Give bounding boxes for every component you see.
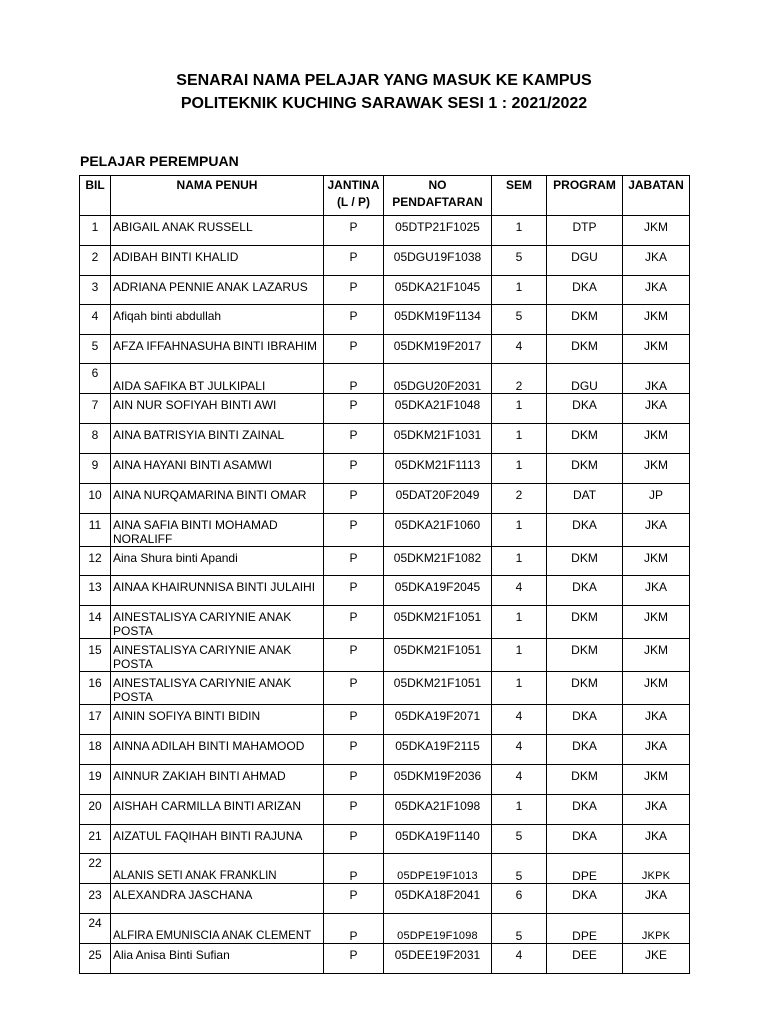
cell-jantina: P [324,246,384,276]
cell-program: DKA [547,884,623,914]
col-header-jantina-line-1: JANTINA [327,178,380,192]
cell-nama: AIZATUL FAQIHAH BINTI RAJUNA [111,825,324,854]
cell-no: 05DKA21F1048 [384,394,492,424]
cell-program: DKM [547,424,623,454]
cell-no: 05DTP21F1025 [384,216,492,246]
cell-sem: 4 [492,335,547,364]
table-row [80,454,690,484]
cell-jabatan: JKE [623,944,690,974]
cell-sem: 4 [492,944,547,974]
cell-nama: AFZA IFFAHNASUHA BINTI IBRAHIM [111,335,324,364]
table-row [80,424,690,454]
table-row [80,364,690,394]
cell-no: 05DKM21F1051 [384,672,492,705]
cell-no: 05DKM21F1031 [384,424,492,454]
cell-program: DEE [547,944,623,974]
cell-jantina: P [324,705,384,735]
cell-jabatan: JKA [623,576,690,606]
cell-jantina: P [324,854,384,884]
cell-program: DKM [547,765,623,795]
cell-sem: 2 [492,364,547,394]
col-header-bil: BIL [80,176,111,216]
cell-nama: AINA HAYANI BINTI ASAMWI [111,454,324,484]
cell-jabatan: JKA [623,735,690,765]
table-row [80,305,690,335]
cell-program: DKM [547,454,623,484]
cell-program: DGU [547,364,623,394]
cell-jabatan: JP [623,484,690,514]
cell-sem: 1 [492,795,547,825]
cell-no: 05DKA18F2041 [384,884,492,914]
cell-jantina: P [324,944,384,974]
cell-no: 05DKA19F2045 [384,576,492,606]
cell-jantina: P [324,576,384,606]
cell-bil: 8 [80,424,111,454]
cell-nama: ADIBAH BINTI KHALID [111,246,324,276]
cell-bil: 14 [80,606,111,639]
cell-nama: AINA BATRISYIA BINTI ZAINAL [111,424,324,454]
cell-jantina: P [324,672,384,705]
cell-jantina: P [324,547,384,576]
cell-program: DTP [547,216,623,246]
cell-nama: Afiqah binti abdullah [111,305,324,335]
table-row [80,216,690,246]
table-row [80,606,690,639]
cell-no: 05DKM21F1051 [384,606,492,639]
cell-jantina: P [324,454,384,484]
cell-bil: 18 [80,735,111,765]
cell-nama: AINAA KHAIRUNNISA BINTI JULAIHI [111,576,324,606]
cell-nama: AISHAH CARMILLA BINTI ARIZAN [111,795,324,825]
cell-nama: AINESTALISYA CARIYNIE ANAK POSTA [111,606,324,639]
table-row [80,514,690,547]
cell-bil: 10 [80,484,111,514]
cell-nama: Alia Anisa Binti Sufian [111,944,324,974]
cell-sem: 1 [492,394,547,424]
cell-jabatan: JKA [623,825,690,854]
cell-jabatan: JKM [623,606,690,639]
student-table [79,175,690,974]
cell-jabatan: JKM [623,454,690,484]
table-row [80,884,690,914]
cell-sem: 5 [492,825,547,854]
cell-jantina: P [324,914,384,944]
cell-bil: 24 [80,914,111,944]
cell-nama: AINESTALISYA CARIYNIE ANAK POSTA [111,639,324,672]
cell-jabatan: JKPK [623,914,690,944]
cell-sem: 1 [492,672,547,705]
cell-sem: 5 [492,854,547,884]
cell-sem: 5 [492,246,547,276]
cell-sem: 1 [492,454,547,484]
cell-no: 05DKM19F2017 [384,335,492,364]
cell-jabatan: JKA [623,246,690,276]
table-row [80,484,690,514]
cell-program: DKA [547,795,623,825]
cell-sem: 5 [492,305,547,335]
cell-sem: 1 [492,276,547,305]
cell-jabatan: JKA [623,514,690,547]
cell-jabatan: JKM [623,335,690,364]
cell-no: 05DKA21F1045 [384,276,492,305]
table-row [80,765,690,795]
cell-nama: ALEXANDRA JASCHANA [111,884,324,914]
cell-bil: 9 [80,454,111,484]
cell-bil: 17 [80,705,111,735]
cell-jantina: P [324,825,384,854]
cell-jabatan: JKM [623,216,690,246]
cell-jabatan: JKM [623,765,690,795]
cell-jantina: P [324,424,384,454]
cell-jabatan: JKA [623,795,690,825]
cell-program: DKA [547,276,623,305]
cell-jabatan: JKM [623,672,690,705]
cell-jantina: P [324,735,384,765]
col-header-nama: NAMA PENUH [111,176,324,216]
cell-program: DKA [547,705,623,735]
cell-sem: 5 [492,914,547,944]
col-header-program: PROGRAM [547,176,623,216]
cell-jabatan: JKM [623,547,690,576]
cell-sem: 1 [492,606,547,639]
cell-jantina: P [324,276,384,305]
cell-jabatan: JKA [623,884,690,914]
table-row [80,735,690,765]
cell-bil: 5 [80,335,111,364]
cell-no: 05DGU20F2031 [384,364,492,394]
cell-nama: Aina Shura binti Apandi [111,547,324,576]
table-row [80,639,690,672]
cell-no: 05DKM19F2036 [384,765,492,795]
table-header-row [80,176,690,216]
cell-sem: 2 [492,484,547,514]
cell-nama: ALANIS SETI ANAK FRANKLIN [111,854,324,884]
table-row [80,276,690,305]
cell-no: 05DKM21F1051 [384,639,492,672]
document-title-line-2: POLITEKNIK KUCHING SARAWAK SESI 1 : 2021/2022 [180,95,588,112]
table-row [80,335,690,364]
cell-program: DKM [547,639,623,672]
col-header-jabatan: JABATAN [623,176,690,216]
cell-jantina: P [324,514,384,547]
cell-nama: AIDA SAFIKA BT JULKIPALI [111,364,324,394]
cell-jabatan: JKM [623,639,690,672]
cell-bil: 20 [80,795,111,825]
cell-jantina: P [324,394,384,424]
table-row [80,795,690,825]
cell-no: 05DKA21F1098 [384,795,492,825]
cell-bil: 7 [80,394,111,424]
cell-nama: AINA NURQAMARINA BINTI OMAR [111,484,324,514]
cell-bil: 22 [80,854,111,884]
cell-no: 05DKA19F2115 [384,735,492,765]
cell-sem: 1 [492,514,547,547]
cell-sem: 4 [492,576,547,606]
cell-program: DKA [547,394,623,424]
cell-bil: 13 [80,576,111,606]
cell-nama: ABIGAIL ANAK RUSSELL [111,216,324,246]
section-heading: PELAJAR PEREMPUAN [80,153,239,169]
cell-program: DPE [547,914,623,944]
cell-jantina: P [324,484,384,514]
cell-no: 05DGU19F1038 [384,246,492,276]
cell-no: 05DKA21F1060 [384,514,492,547]
cell-bil: 25 [80,944,111,974]
cell-bil: 4 [80,305,111,335]
table-row [80,576,690,606]
cell-sem: 1 [492,216,547,246]
cell-nama: ADRIANA PENNIE ANAK LAZARUS [111,276,324,305]
cell-sem: 1 [492,547,547,576]
cell-nama: AININ SOFIYA BINTI BIDIN [111,705,324,735]
cell-sem: 4 [492,735,547,765]
cell-sem: 1 [492,424,547,454]
cell-jabatan: JKM [623,305,690,335]
cell-jantina: P [324,606,384,639]
cell-nama: AIN NUR SOFIYAH BINTI AWI [111,394,324,424]
cell-nama: AINNUR ZAKIAH BINTI AHMAD [111,765,324,795]
cell-jabatan: JKA [623,394,690,424]
cell-bil: 15 [80,639,111,672]
cell-no: 05DEE19F2031 [384,944,492,974]
table-row [80,672,690,705]
col-header-sem: SEM [492,176,547,216]
cell-bil: 21 [80,825,111,854]
cell-jabatan: JKA [623,364,690,394]
cell-bil: 3 [80,276,111,305]
cell-program: DKM [547,547,623,576]
cell-jantina: P [324,335,384,364]
col-header-no-line-1: NO [428,178,447,192]
cell-no: 05DPE19F1013 [384,854,492,884]
cell-program: DKM [547,672,623,705]
table-row [80,547,690,576]
cell-no: 05DKA19F1140 [384,825,492,854]
cell-jantina: P [324,765,384,795]
cell-sem: 6 [492,884,547,914]
cell-nama: AINNA ADILAH BINTI MAHAMOOD [111,735,324,765]
table-row [80,394,690,424]
cell-bil: 23 [80,884,111,914]
cell-no: 05DKM21F1113 [384,454,492,484]
cell-bil: 19 [80,765,111,795]
cell-jantina: P [324,795,384,825]
cell-program: DKA [547,576,623,606]
cell-no: 05DKM21F1082 [384,547,492,576]
cell-no: 05DKA19F2071 [384,705,492,735]
cell-bil: 11 [80,514,111,547]
cell-sem: 1 [492,639,547,672]
cell-jantina: P [324,216,384,246]
col-header-no [384,176,492,216]
cell-jantina: P [324,639,384,672]
cell-jabatan: JKA [623,705,690,735]
cell-bil: 16 [80,672,111,705]
cell-no: 05DKM19F1134 [384,305,492,335]
cell-bil: 6 [80,364,111,394]
cell-jabatan: JKA [623,276,690,305]
cell-jantina: P [324,305,384,335]
col-header-no-line-2: PENDAFTARAN [392,195,483,209]
table-row [80,825,690,854]
cell-bil: 2 [80,246,111,276]
table-body [80,216,690,974]
cell-nama: AINESTALISYA CARIYNIE ANAK POSTA [111,672,324,705]
cell-sem: 4 [492,765,547,795]
cell-program: DKA [547,825,623,854]
cell-program: DAT [547,484,623,514]
col-header-jantina-line-2: (L / P) [336,195,371,209]
table-row [80,914,690,944]
cell-no: 05DPE19F1098 [384,914,492,944]
document-title-line-1: SENARAI NAMA PELAJAR YANG MASUK KE KAMPUS [176,72,592,89]
cell-jantina: P [324,364,384,394]
cell-bil: 12 [80,547,111,576]
cell-nama: ALFIRA EMUNISCIA ANAK CLEMENT [111,914,324,944]
table-row [80,705,690,735]
cell-program: DKM [547,305,623,335]
cell-program: DKM [547,606,623,639]
cell-program: DKA [547,735,623,765]
cell-sem: 4 [492,705,547,735]
table-row [80,246,690,276]
col-header-jantina [324,176,384,216]
cell-bil: 1 [80,216,111,246]
cell-program: DPE [547,854,623,884]
cell-no: 05DAT20F2049 [384,484,492,514]
cell-jantina: P [324,884,384,914]
cell-jabatan: JKM [623,424,690,454]
table-row [80,944,690,974]
table-row [80,854,690,884]
cell-program: DKA [547,514,623,547]
cell-program: DKM [547,335,623,364]
cell-jabatan: JKPK [623,854,690,884]
cell-nama: AINA SAFIA BINTI MOHAMAD NORALIFF [111,514,324,547]
cell-program: DGU [547,246,623,276]
